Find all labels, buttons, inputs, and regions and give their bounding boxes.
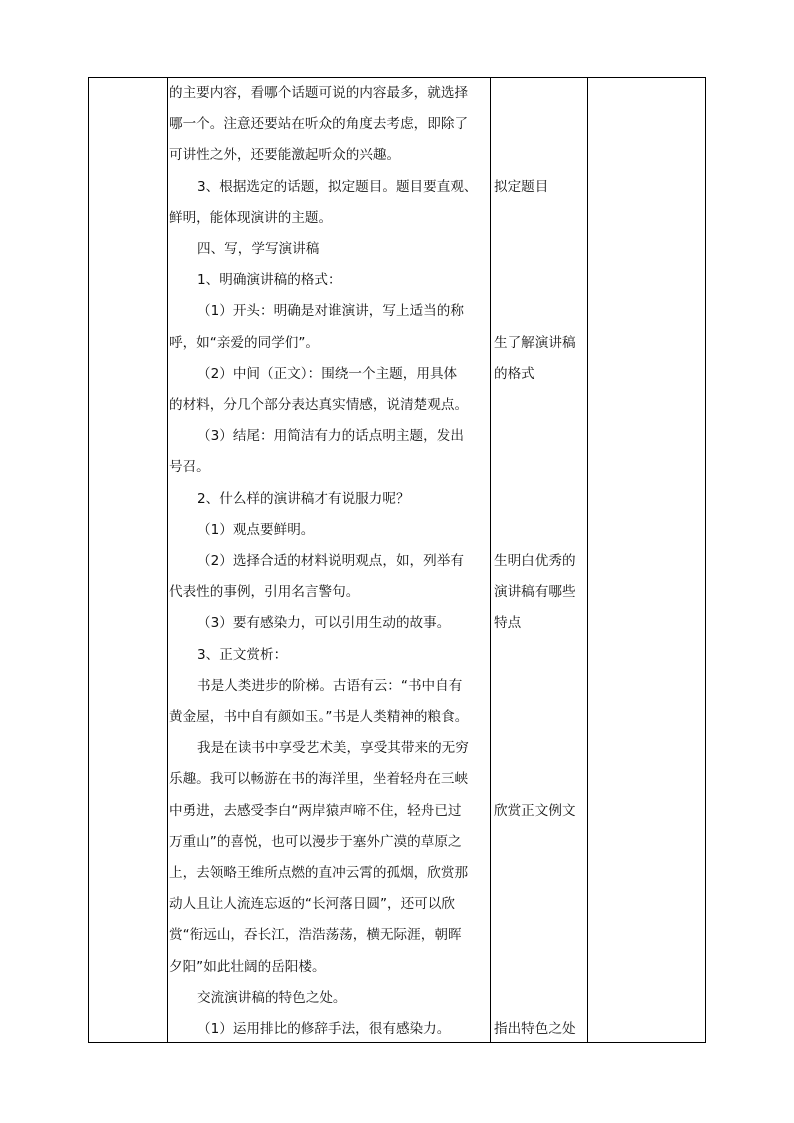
note-line: 特点 — [494, 615, 522, 632]
content-line: （1）观点要鲜明。 — [197, 521, 315, 538]
content-line: 书是人类进步的阶梯。古语有云：“书中自有 — [197, 677, 463, 694]
content-line: 四、写，学写演讲稿 — [197, 241, 320, 257]
content-line: 乐趣。我可以畅游在书的海洋里，坐着轻舟在三峡 — [169, 771, 469, 788]
content-line: 交流演讲稿的特色之处。 — [197, 989, 347, 1006]
note-line: 指出特色之处 — [494, 1021, 576, 1037]
content-line: 3、根据选定的话题，拟定题目。题目要直观、 — [197, 178, 478, 195]
note-line: 拟定题目 — [494, 178, 549, 195]
content-line: 万重山”的喜悦，也可以漫步于塞外广漠的草原之 — [169, 833, 462, 850]
column-divider — [167, 78, 168, 1042]
content-line: 代表性的事例，引用名言警句。 — [169, 584, 360, 601]
content-line: （1）运用排比的修辞手法，很有感染力。 — [197, 1021, 451, 1037]
lesson-plan-table — [88, 77, 706, 1043]
note-line: 的格式 — [494, 365, 535, 382]
content-line: 中勇进，去感受李白“两岸猿声啼不住，轻舟已过 — [169, 802, 462, 819]
content-line: 黄金屋，书中自有颜如玉。”书是人类精神的粮食。 — [169, 709, 469, 725]
content-line: 2、什么样的演讲稿才有说服力呢？ — [197, 490, 410, 507]
content-line: 的主要内容，看哪个话题可说的内容最多，就选择 — [169, 85, 469, 101]
content-line: 夕阳”如此壮阔的岳阳楼。 — [169, 958, 326, 975]
content-line: 1、明确演讲稿的格式： — [197, 272, 342, 289]
note-line: 欣赏正文例文 — [494, 802, 576, 819]
content-line: 号召。 — [169, 459, 210, 476]
note-line: 生明白优秀的 — [494, 553, 576, 569]
note-line: 演讲稿有哪些 — [494, 584, 576, 601]
content-line: 3、正文赏析： — [197, 646, 288, 663]
content-line: 哪一个。注意还要站在听众的角度去考虑，即除了 — [169, 116, 469, 133]
content-line: 可讲性之外，还要能激起听众的兴趣。 — [169, 147, 401, 164]
content-line: 鲜明，能体现演讲的主题。 — [169, 209, 333, 226]
column-divider — [587, 78, 588, 1042]
column-divider — [490, 78, 491, 1042]
content-line: 上，去领略王维所点燃的直冲云霄的孤烟，欣赏那 — [169, 865, 469, 881]
content-line: 的材料，分几个部分表达真实情感，说清楚观点。 — [169, 397, 469, 413]
content-line: 赏“衔远山，吞长江，浩浩荡荡，横无际涯，朝晖 — [169, 927, 462, 944]
content-line: （3）要有感染力，可以引用生动的故事。 — [197, 615, 451, 632]
note-line: 生了解演讲稿 — [494, 334, 576, 351]
content-line: （2）选择合适的材料说明观点，如，列举有 — [197, 553, 464, 569]
content-line: 动人且让人流连忘返的“长河落日圆”，还可以欣 — [169, 896, 455, 913]
content-line: （3）结尾：用简洁有力的话点明主题，发出 — [197, 428, 464, 445]
content-line: （1）开头：明确是对谁演讲，写上适当的称 — [197, 303, 464, 320]
content-line: （2）中间（正文）：围绕一个主题，用具体 — [197, 365, 458, 382]
content-line: 呼，如“亲爱的同学们”。 — [169, 334, 320, 351]
content-line: 我是在读书中享受艺术美，享受其带来的无穷 — [197, 740, 469, 757]
